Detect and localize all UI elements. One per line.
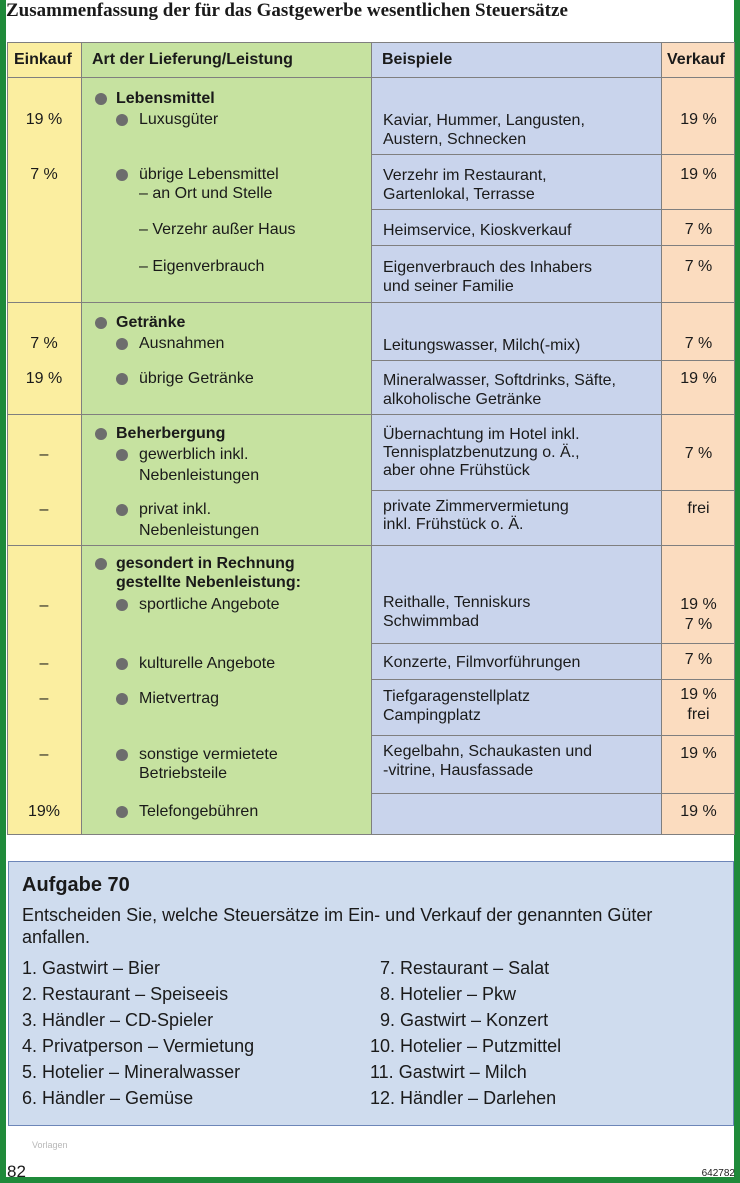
art-cell: gesondert in Rechnung gestellte Nebenleistung: sportliche Angebote kulturelle Angebote Mietvertrag sonstige vermietete Betriebsteile Telefongebühren bbox=[82, 546, 372, 835]
einkauf-value: 19% bbox=[27, 803, 61, 820]
header-verkauf: Verkauf bbox=[662, 43, 735, 78]
task-item: 4. Privatperson – Vermietung bbox=[22, 1036, 255, 1056]
verkauf-value: 19 % bbox=[680, 370, 717, 387]
beispiel-text: Verzehr im Restaurant, bbox=[383, 167, 547, 184]
group-gesondert bbox=[8, 546, 735, 835]
task-item: 6. Händler – Gemüse bbox=[22, 1088, 194, 1108]
verkauf-value: 19 % bbox=[680, 596, 717, 613]
beispiel-text: aber ohne Frühstück bbox=[383, 462, 530, 479]
beispiel-text: Konzerte, Filmvorführungen bbox=[383, 654, 581, 671]
verkauf-value: 7 % bbox=[684, 258, 713, 275]
table-header-row bbox=[8, 43, 735, 78]
task-item: 12. Händler – Darlehen bbox=[370, 1088, 557, 1108]
beispiel-text: Heimservice, Kioskverkauf bbox=[383, 222, 572, 239]
beispiel-text: Tennisplatzbenutzung o. Ä., bbox=[383, 444, 580, 461]
einkauf-value: – bbox=[39, 655, 49, 672]
beispiel-text: Tiefgaragenstellplatz bbox=[383, 688, 531, 705]
task-item: 9. Gastwirt – Konzert bbox=[380, 1010, 549, 1030]
verkauf-value: 7 % bbox=[684, 651, 713, 668]
watermark: Vorlagen bbox=[32, 1140, 68, 1150]
bullet-icon bbox=[116, 373, 128, 385]
bullet-icon bbox=[95, 93, 107, 105]
bullet-icon bbox=[116, 114, 128, 126]
art-cell: Lebensmittel Luxusgüter übrige Lebensmittel – an Ort und Stelle – Verzehr außer Haus – Eigenverbrauch bbox=[82, 78, 372, 303]
verkauf-value: 19 % bbox=[680, 111, 717, 128]
bullet-icon bbox=[116, 449, 128, 461]
art-cell: Getränke Ausnahmen übrige Getränke bbox=[82, 303, 372, 415]
bullet-icon bbox=[116, 599, 128, 611]
task-item: 8. Hotelier – Pkw bbox=[380, 984, 517, 1004]
task-intro: Entscheiden Sie, welche Steuersätze im Ein- und Verkauf der genannten Güter anfallen. bbox=[22, 905, 653, 947]
einkauf-value: 7 % bbox=[30, 166, 58, 183]
einkauf-cell bbox=[8, 546, 82, 835]
group-lebensmittel bbox=[8, 78, 735, 303]
beispiel-text: Schwimmbad bbox=[383, 613, 480, 630]
verkauf-cell bbox=[662, 78, 735, 303]
bullet-icon bbox=[116, 693, 128, 705]
einkauf-cell bbox=[8, 78, 82, 303]
group-getraenke bbox=[8, 303, 735, 415]
beispiel-text: Reithalle, Tenniskurs bbox=[383, 594, 531, 611]
einkauf-cell bbox=[8, 415, 82, 546]
beispiele-cell bbox=[372, 303, 662, 415]
beispiel-text: Übernachtung im Hotel inkl. bbox=[383, 426, 580, 443]
beispiel-text: Campingplatz bbox=[383, 707, 481, 724]
beispiel-text: Kaviar, Hummer, Langusten, bbox=[383, 112, 585, 129]
task-box bbox=[8, 861, 734, 1126]
beispiele-cell bbox=[372, 415, 662, 546]
einkauf-value: 7 % bbox=[30, 335, 58, 352]
bullet-icon bbox=[116, 169, 128, 181]
beispiel-text: Gartenlokal, Terrasse bbox=[383, 186, 535, 203]
verkauf-value: 7 % bbox=[684, 616, 713, 633]
bullet-icon bbox=[95, 558, 107, 570]
einkauf-value: – bbox=[39, 746, 49, 763]
task-item: 7. Restaurant – Salat bbox=[380, 958, 550, 978]
beispiel-text: inkl. Frühstück o. Ä. bbox=[383, 516, 524, 533]
task-item: 10. Hotelier – Putzmittel bbox=[370, 1036, 562, 1056]
art-cell: Beherbergung gewerblich inkl. Nebenleistungen privat inkl. Nebenleistungen bbox=[82, 415, 372, 546]
task-item: 2. Restaurant – Speiseeis bbox=[22, 984, 229, 1004]
header-art: Art der Lieferung/Leistung bbox=[82, 43, 372, 78]
bullet-icon bbox=[116, 806, 128, 818]
bullet-icon bbox=[116, 504, 128, 516]
verkauf-cell bbox=[662, 303, 735, 415]
verkauf-value: 19 % bbox=[680, 803, 717, 820]
task-item: 3. Händler – CD-Spieler bbox=[22, 1010, 214, 1030]
einkauf-value: 19 % bbox=[25, 111, 63, 128]
beispiel-text: Eigenverbrauch des Inhabers bbox=[383, 259, 593, 276]
beispiel-text: Leitungswasser, Milch(-mix) bbox=[383, 337, 581, 354]
verkauf-value: 7 % bbox=[684, 221, 713, 238]
beispiele-cell bbox=[372, 546, 662, 835]
header-einkauf: Einkauf bbox=[8, 43, 82, 78]
task-title: Aufgabe 70 bbox=[22, 874, 130, 896]
einkauf-value: – bbox=[39, 597, 49, 614]
verkauf-value: 7 % bbox=[684, 445, 713, 462]
beispiel-text: -vitrine, Hausfassade bbox=[383, 762, 534, 779]
task-item: 5. Hotelier – Mineralwasser bbox=[22, 1062, 241, 1082]
page-number: 82 bbox=[7, 1162, 26, 1181]
bullet-icon bbox=[116, 658, 128, 670]
page-title: Zusammenfassung der für das Gastgewerbe wesentlichen Steuersätze bbox=[6, 0, 568, 21]
verkauf-value: frei bbox=[687, 500, 710, 517]
header-beispiele: Beispiele bbox=[372, 43, 662, 78]
group-beherbergung bbox=[8, 415, 735, 546]
bullet-icon bbox=[95, 428, 107, 440]
verkauf-value: 19 % bbox=[680, 166, 717, 183]
einkauf-value: – bbox=[39, 501, 49, 518]
beispiel-text: private Zimmervermietung bbox=[383, 498, 569, 515]
einkauf-value: – bbox=[39, 446, 49, 463]
verkauf-value: 7 % bbox=[684, 335, 713, 352]
task-item: 1. Gastwirt – Bier bbox=[22, 958, 161, 978]
verkauf-value: 19 % bbox=[680, 686, 717, 703]
verkauf-value: 19 % bbox=[680, 745, 717, 762]
task-item: 11. Gastwirt – Milch bbox=[370, 1062, 527, 1082]
beispiel-text: Kegelbahn, Schaukasten und bbox=[383, 743, 593, 760]
beispiel-text: Mineralwasser, Softdrinks, Säfte, bbox=[383, 372, 616, 389]
verkauf-cell bbox=[662, 546, 735, 835]
beispiel-text: alkoholische Getränke bbox=[383, 391, 542, 408]
beispiel-text: Austern, Schnecken bbox=[383, 131, 527, 148]
einkauf-value: – bbox=[39, 690, 49, 707]
image-code: 642782 bbox=[701, 1168, 735, 1179]
verkauf-cell bbox=[662, 415, 735, 546]
bullet-icon bbox=[116, 749, 128, 761]
beispiele-cell bbox=[372, 78, 662, 303]
tax-rate-table bbox=[7, 42, 735, 835]
einkauf-value: 19 % bbox=[25, 370, 63, 387]
einkauf-cell bbox=[8, 303, 82, 415]
bullet-icon bbox=[116, 338, 128, 350]
bullet-icon bbox=[95, 317, 107, 329]
beispiel-text: und seiner Familie bbox=[383, 278, 514, 295]
verkauf-value: frei bbox=[687, 706, 710, 723]
